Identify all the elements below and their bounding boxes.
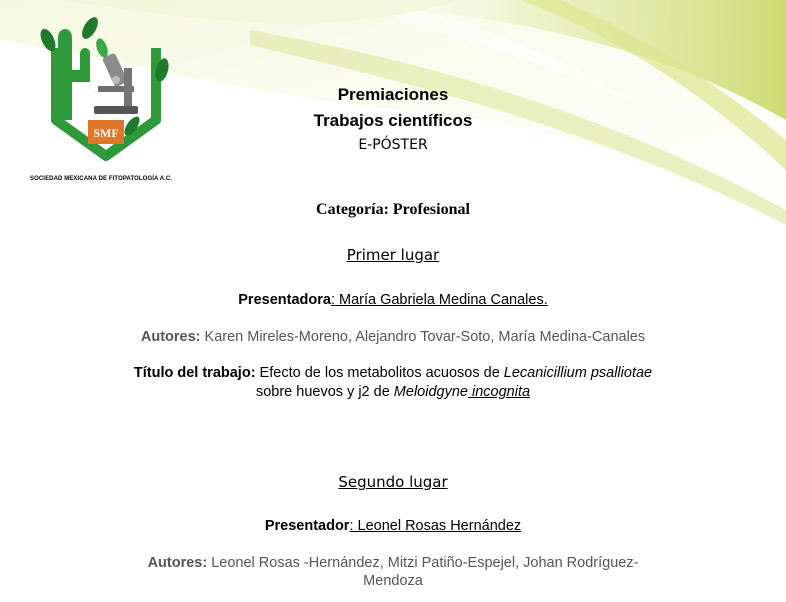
first-title-label: Título del trabajo: [133, 365, 256, 381]
second-authors: Leonel Rosas -Hernández, Mitzi Patiño-Espejel, Johan Rodríguez- [207, 555, 639, 571]
first-authors-line [0, 329, 786, 345]
first-title-line [0, 365, 786, 381]
second-authors-line [0, 555, 786, 571]
first-title-text: Efecto de los metabolitos acuosos de [255, 365, 504, 381]
logo-caption: SOCIEDAD MEXICANA DE FITOPATOLOGÍA A.C. [30, 176, 173, 182]
first-presenter-label: Presentadora [238, 292, 331, 308]
second-presenter-line [0, 518, 786, 534]
second-presenter-label: Presentador [264, 518, 350, 534]
second-place-heading: Segundo lugar [338, 473, 448, 491]
page-title: Premiaciones [337, 85, 449, 104]
second-authors-label: Autores: [147, 555, 208, 571]
category-heading: Categoría: Profesional [316, 201, 470, 218]
first-authors-label: Autores: [140, 329, 201, 345]
first-title-species: Lecanicillium psalliotae [503, 365, 653, 381]
page-subtitle: E-PÓSTER [358, 137, 428, 153]
first-presenter-line [0, 292, 786, 308]
logo-badge-text: SMF [93, 126, 119, 140]
first-authors: Karen Mireles-Moreno, Alejandro Tovar-Soto, María Medina-Canales [200, 329, 646, 345]
second-authors-line-2: Mendoza [363, 573, 423, 589]
first-presenter-name: : María Gabriela Medina Canales. [330, 292, 548, 308]
first-title-line-2 [0, 384, 786, 400]
first-title-epithet: incognita [467, 384, 531, 400]
first-title-text-2: sobre huevos y j2 de [255, 384, 394, 400]
page-title-2: Trabajos científicos [313, 111, 473, 130]
second-presenter-name: : Leonel Rosas Hernández [349, 518, 522, 534]
first-title-genus: Meloidgyne [393, 384, 468, 400]
first-place-heading: Primer lugar [346, 246, 440, 264]
